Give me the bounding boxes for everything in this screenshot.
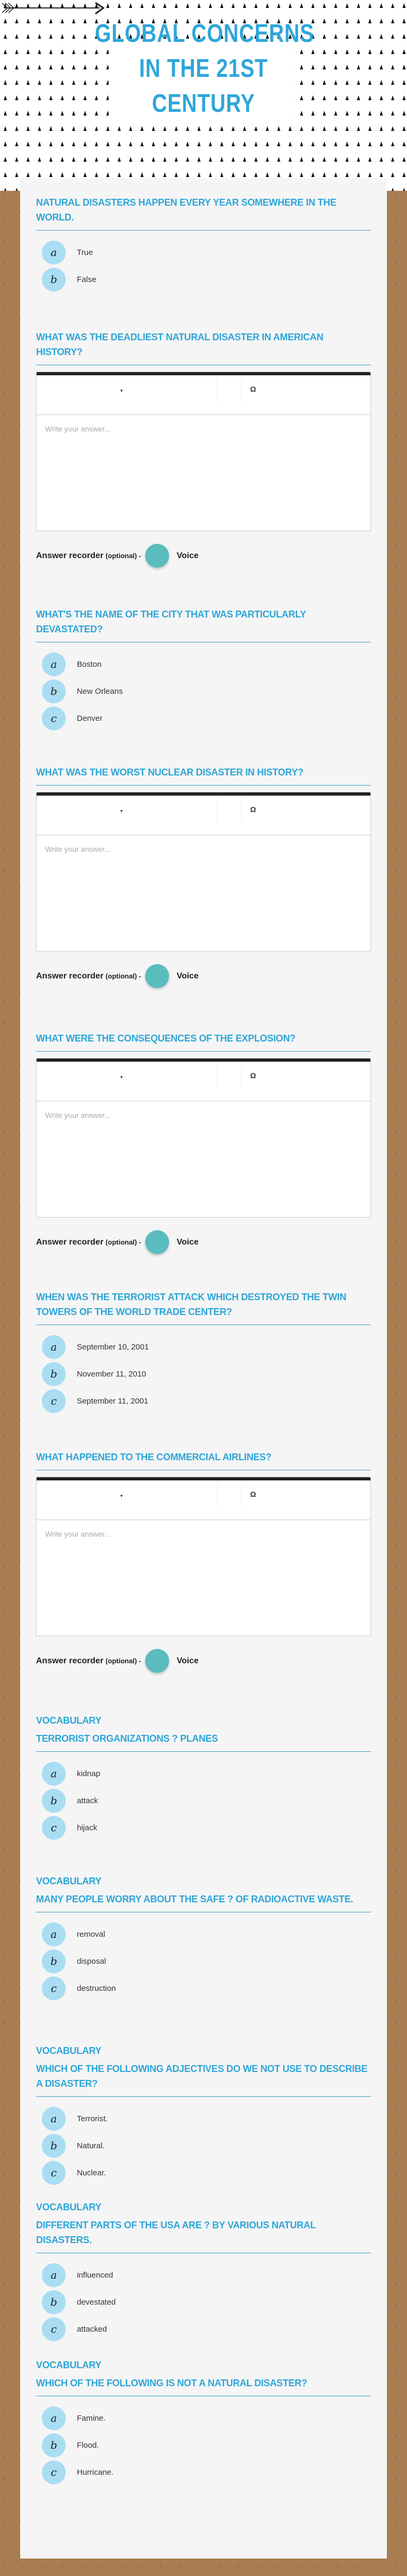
recorder-optional-label: (optional) -	[105, 972, 141, 980]
option-letter-badge: a	[42, 241, 66, 264]
title-line-2: IN THE 21ST	[139, 55, 268, 83]
question-block	[36, 1450, 371, 1673]
option-text: hijack	[77, 1823, 98, 1832]
question-category-label: VOCABULARY	[36, 2045, 102, 2056]
option-letter-badge: a	[42, 1335, 66, 1359]
question-divider	[36, 1751, 371, 1752]
toolbar-separator	[241, 799, 242, 822]
format-dropdown-caret-icon[interactable]: ▾	[120, 1493, 123, 1498]
answer-option-b[interactable]	[42, 1362, 371, 1386]
question-block	[36, 1031, 371, 1254]
option-text: attacked	[77, 2324, 107, 2334]
answer-recorder	[36, 1230, 371, 1254]
answer-option-c[interactable]	[42, 1389, 371, 1413]
answer-options	[36, 1922, 371, 2000]
option-text: Terrorist.	[77, 2114, 108, 2123]
answer-textarea[interactable]: Write your answer...	[45, 1111, 111, 1119]
recorder-label: Answer recorder	[36, 1656, 104, 1665]
answer-options	[36, 240, 371, 292]
question-divider	[36, 2096, 371, 2097]
question-divider	[36, 230, 371, 231]
answer-option-a[interactable]	[42, 240, 371, 264]
question-title: TERRORIST ORGANIZATIONS ? PLANES	[36, 1733, 218, 1744]
answer-option-a[interactable]	[42, 2406, 371, 2430]
question-divider	[36, 785, 371, 786]
voice-record-button[interactable]	[145, 1649, 169, 1673]
option-letter-badge: c	[42, 1389, 66, 1413]
option-text: attack	[77, 1796, 99, 1805]
format-dropdown-caret-icon[interactable]: ▾	[120, 808, 123, 814]
voice-label: Voice	[176, 1237, 199, 1247]
option-letter-badge: b	[42, 268, 66, 292]
answer-option-a[interactable]	[42, 652, 371, 676]
answer-option-c[interactable]	[42, 1976, 371, 2000]
answer-editor	[36, 1058, 371, 1218]
answer-option-c[interactable]	[42, 706, 371, 730]
question-block	[36, 330, 371, 568]
option-letter-badge: b	[42, 2290, 66, 2314]
title-line-3: CENTURY	[152, 90, 255, 118]
toolbar-separator	[241, 1065, 242, 1088]
editor-toolbar	[37, 796, 370, 835]
answer-recorder	[36, 964, 371, 988]
option-text: Nuclear.	[77, 2168, 107, 2177]
special-character-button[interactable]: Ω	[250, 1490, 256, 1498]
answer-recorder	[36, 544, 371, 568]
option-letter-badge: b	[42, 1789, 66, 1813]
option-text: Hurricane.	[77, 2467, 114, 2477]
arrow-underline-icon	[0, 0, 106, 16]
option-letter-badge: c	[42, 1977, 66, 2000]
question-title: WHICH OF THE FOLLOWING IS NOT A NATURAL DISASTER?	[36, 2378, 307, 2388]
option-text: destruction	[77, 1983, 116, 1993]
answer-option-a[interactable]	[42, 1922, 371, 1946]
option-text: Famine.	[77, 2413, 106, 2423]
question-category-label: VOCABULARY	[36, 2202, 102, 2212]
option-letter-badge: b	[42, 680, 66, 703]
question-block	[36, 1713, 371, 1842]
answer-options	[36, 2406, 371, 2484]
answer-option-b[interactable]	[42, 2290, 371, 2314]
recorder-label: Answer recorder	[36, 971, 104, 981]
voice-label: Voice	[176, 971, 199, 981]
recorder-optional-label: (optional) -	[105, 1238, 141, 1246]
voice-record-button[interactable]	[145, 544, 169, 568]
question-block	[36, 2200, 371, 2344]
answer-option-b[interactable]	[42, 679, 371, 703]
question-divider	[36, 1051, 371, 1052]
format-dropdown-caret-icon[interactable]: ▾	[120, 388, 123, 393]
toolbar-separator	[241, 1484, 242, 1507]
option-letter-badge: a	[42, 1922, 66, 1946]
recorder-optional-label: (optional) -	[105, 1657, 141, 1665]
answer-options	[36, 652, 371, 730]
recorder-label: Answer recorder	[36, 551, 104, 560]
answer-option-c[interactable]	[42, 2460, 371, 2484]
option-text: devestated	[77, 2297, 116, 2307]
answer-option-b[interactable]	[42, 2133, 371, 2158]
option-letter-badge: a	[42, 2263, 66, 2287]
option-letter-badge: b	[42, 2134, 66, 2158]
option-letter-badge: b	[42, 1362, 66, 1386]
option-text: disposal	[77, 1956, 107, 1966]
option-letter-badge: c	[42, 2460, 66, 2484]
answer-option-b[interactable]	[42, 1949, 371, 1973]
question-category-label: VOCABULARY	[36, 1715, 102, 1726]
option-text: kidnap	[77, 1769, 101, 1778]
option-text: Denver	[77, 713, 103, 723]
option-text: Natural.	[77, 2141, 105, 2150]
answer-options	[36, 2106, 371, 2185]
question-block	[36, 2358, 371, 2487]
answer-option-a[interactable]	[42, 2106, 371, 2131]
answer-option-b[interactable]	[42, 267, 371, 292]
recorder-label: Answer recorder	[36, 1237, 104, 1247]
question-block	[36, 607, 371, 733]
answer-editor	[36, 372, 371, 531]
answer-option-b[interactable]	[42, 1788, 371, 1813]
answer-textarea[interactable]: Write your answer...	[45, 1530, 111, 1538]
question-block	[36, 765, 371, 988]
question-title: WHAT'S THE NAME OF THE CITY THAT WAS PARTICULARLY DEVASTATED?	[36, 609, 306, 634]
question-title: DIFFERENT PARTS OF THE USA ARE ? BY VARIOUS NATURAL DISASTERS.	[36, 2220, 316, 2245]
voice-record-button[interactable]	[145, 964, 169, 988]
toolbar-separator	[241, 378, 242, 402]
option-text: Flood.	[77, 2440, 99, 2450]
option-text: September 10, 2001	[77, 1342, 149, 1352]
question-title: WHICH OF THE FOLLOWING ADJECTIVES DO WE NOT USE TO DESCRIBE A DISASTER?	[36, 2063, 368, 2089]
option-letter-badge: a	[42, 652, 66, 676]
question-title: WHAT WERE THE CONSEQUENCES OF THE EXPLOSION?	[36, 1033, 296, 1044]
editor-toolbar	[37, 1062, 370, 1101]
question-title: WHAT HAPPENED TO THE COMMERCIAL AIRLINES?	[36, 1452, 272, 1462]
format-dropdown-caret-icon[interactable]: ▾	[120, 1074, 123, 1080]
answer-option-a[interactable]	[42, 1761, 371, 1786]
answer-option-c[interactable]	[42, 1815, 371, 1840]
special-character-button[interactable]: Ω	[250, 1071, 256, 1080]
special-character-button[interactable]: Ω	[250, 805, 256, 814]
option-letter-badge: b	[42, 2433, 66, 2457]
page-title	[71, 16, 336, 127]
option-letter-badge: c	[42, 1816, 66, 1840]
answer-recorder	[36, 1649, 371, 1673]
option-letter-badge: a	[42, 2107, 66, 2131]
voice-record-button[interactable]	[145, 1230, 169, 1254]
option-text: influenced	[77, 2270, 113, 2280]
option-letter-badge: c	[42, 2161, 66, 2185]
option-letter-badge: b	[42, 1949, 66, 1973]
header-banner	[0, 0, 407, 191]
editor-toolbar	[37, 375, 370, 415]
answer-option-c[interactable]	[42, 2317, 371, 2341]
question-category-label: VOCABULARY	[36, 1876, 102, 1886]
answer-editor	[36, 792, 371, 951]
answer-option-c[interactable]	[42, 2160, 371, 2185]
question-block	[36, 1874, 371, 2003]
answer-options	[36, 2263, 371, 2341]
option-letter-badge: a	[42, 2406, 66, 2430]
option-text: Boston	[77, 659, 102, 669]
answer-textarea[interactable]: Write your answer...	[45, 845, 111, 853]
question-title: MANY PEOPLE WORRY ABOUT THE SAFE ? OF RADIOACTIVE WASTE.	[36, 1894, 353, 1904]
special-character-button[interactable]: Ω	[250, 385, 256, 393]
answer-option-a[interactable]	[42, 1335, 371, 1359]
editor-toolbar	[37, 1480, 370, 1520]
answer-option-a[interactable]	[42, 2263, 371, 2287]
option-letter-badge: a	[42, 1762, 66, 1786]
question-title: NATURAL DISASTERS HAPPEN EVERY YEAR SOMEWHERE IN THE WORLD.	[36, 197, 337, 223]
option-text: September 11, 2001	[77, 1396, 148, 1406]
voice-label: Voice	[176, 1656, 199, 1665]
question-block	[36, 195, 371, 294]
option-text: removal	[77, 1929, 105, 1939]
option-text: True	[77, 248, 93, 257]
option-letter-badge: c	[42, 707, 66, 730]
option-text: November 11, 2010	[77, 1369, 146, 1379]
question-block	[36, 2043, 371, 2187]
voice-label: Voice	[176, 551, 199, 560]
answer-editor	[36, 1477, 371, 1636]
question-title: WHAT WAS THE WORST NUCLEAR DISASTER IN HISTORY?	[36, 767, 304, 778]
question-category-label: VOCABULARY	[36, 2360, 102, 2370]
option-text: False	[77, 275, 96, 284]
answer-textarea[interactable]: Write your answer...	[45, 425, 111, 433]
question-title: WHAT WAS THE DEADLIEST NATURAL DISASTER IN AMERICAN HISTORY?	[36, 332, 324, 357]
answer-option-b[interactable]	[42, 2433, 371, 2457]
question-block	[36, 1290, 371, 1416]
title-line-1: GLOBAL CONCERNS	[95, 20, 314, 48]
option-text: New Orleans	[77, 686, 123, 696]
answer-options	[36, 1335, 371, 1413]
answer-options	[36, 1761, 371, 1840]
question-title: WHEN WAS THE TERRORIST ATTACK WHICH DESTROYED THE TWIN TOWERS OF THE WORLD TRADE CENTER?	[36, 1292, 347, 1317]
recorder-optional-label: (optional) -	[105, 552, 141, 560]
option-letter-badge: c	[42, 2317, 66, 2341]
